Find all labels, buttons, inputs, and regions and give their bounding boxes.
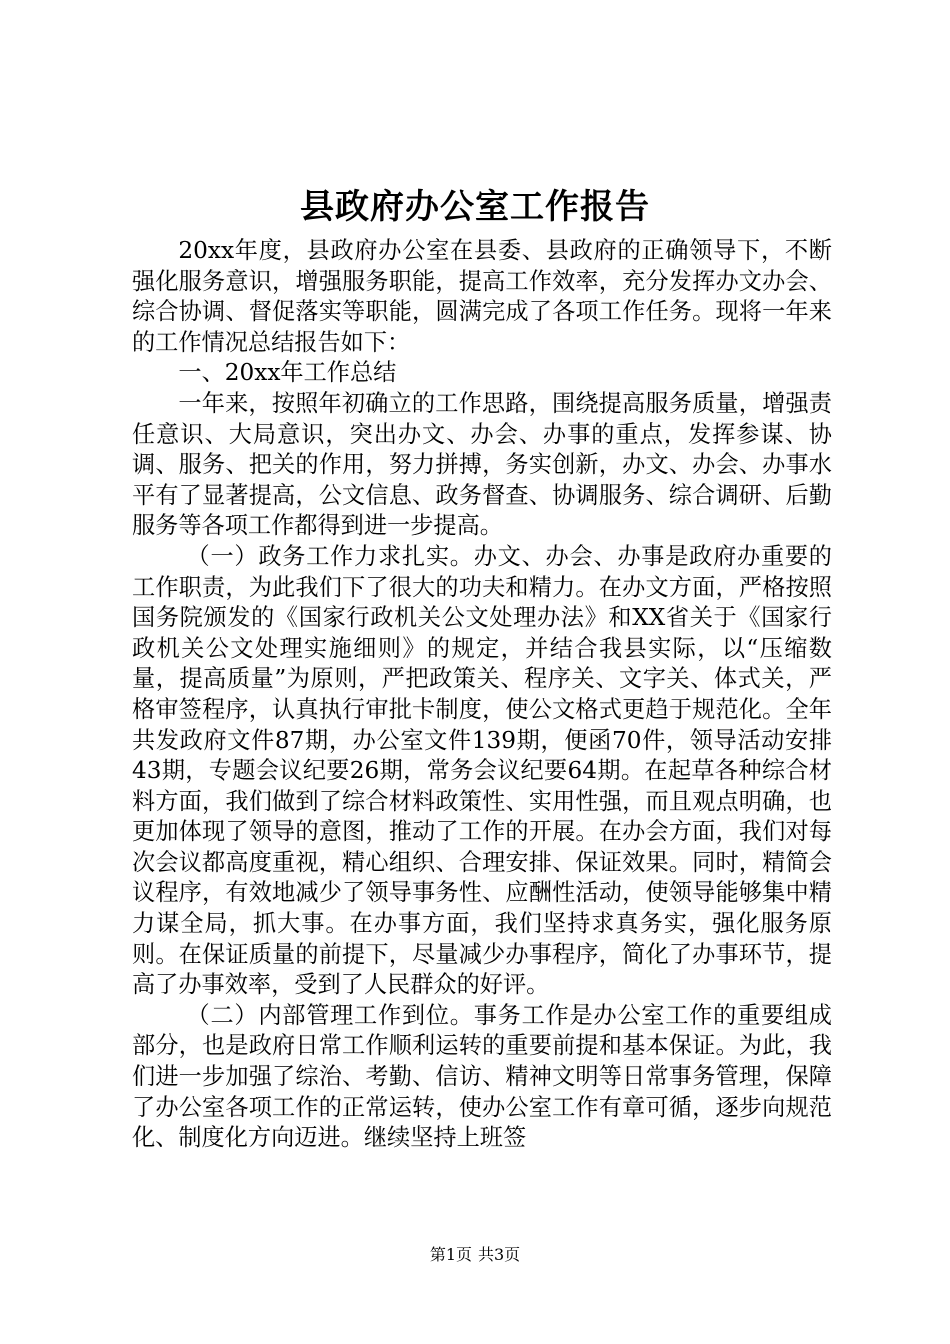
document-title: 县政府办公室工作报告 [300,187,650,227]
section-heading-1: 一、20xx年工作总结 [178,359,397,387]
paragraph-item-2: （二）内部管理工作到位。事务工作是办公室工作的重要组成部分，也是政府日常工作顺利运转的重要前提和基本保证。为此，我们进一步加强了综治、考勤、信访、精神文明等日常事务管理，保障了办公室各项工作的正常运转，使办公室工作有章可循，逐步向规范化、制度化方向迈进。继续坚持上班签 [132,1001,832,1152]
paragraph-intro: 20xx年度，县政府办公室在县委、县政府的正确领导下，不断强化服务意识，增强服务职能，提高工作效率，充分发挥办文办会、综合协调、督促落实等职能，圆满完成了各项工作任务。现将一年来的工作情况总结报告如下： [132,237,832,356]
page-footer [0,1244,950,1266]
paragraph-summary: 一年来，按照年初确立的工作思路，围绕提高服务质量，增强责任意识、大局意识，突出办文、办会、办事的重点，发挥参谋、协调、服务、把关的作用，努力拼搏，务实创新，办文、办会、办事水平有了显著提高，公文信息、政务督查、协调服务、综合调研、后勤服务等各项工作都得到进一步提高。 [132,389,832,540]
page-total: 共3页 [478,1245,521,1264]
page-number: 第1页 [429,1245,472,1264]
paragraph-item-1: （一）政务工作力求扎实。办文、办会、办事是政府办重要的工作职责，为此我们下了很大的功夫和精力。在办文方面，严格按照国务院颁发的《国家行政机关公文处理办法》和XX省关于《国家行政机关公文处理实施细则》的规定，并结合我县实际，以“压缩数量，提高质量”为原则，严把政策关、程序关、文字关、体式关，严格审签程序，认真执行审批卡制度，使公文格式更趋于规范化。全年共发政府文件87期，办公室文件139期，便函70件，领导活动安排43期，专题会议纪要26期，常务会议纪要64期。在起草各种综合材料方面，我们做到了综合材料政策性、实用性强，而且观点明确，也更加体现了领导的意图，推动了工作的开展。在办会方面，我们对每次会议都高度重视，精心组织、合理安排、保证效果。同时，精简会议程序，有效地减少了领导事务性、应酬性活动，使领导能够集中精力谋全局，抓大事。在办事方面，我们坚持求真务实，强化服务原则。在保证质量的前提下，尽量减少办事程序，简化了办事环节，提高了办事效率，受到了人民群众的好评。 [132,542,832,999]
document-body [132,236,832,1154]
